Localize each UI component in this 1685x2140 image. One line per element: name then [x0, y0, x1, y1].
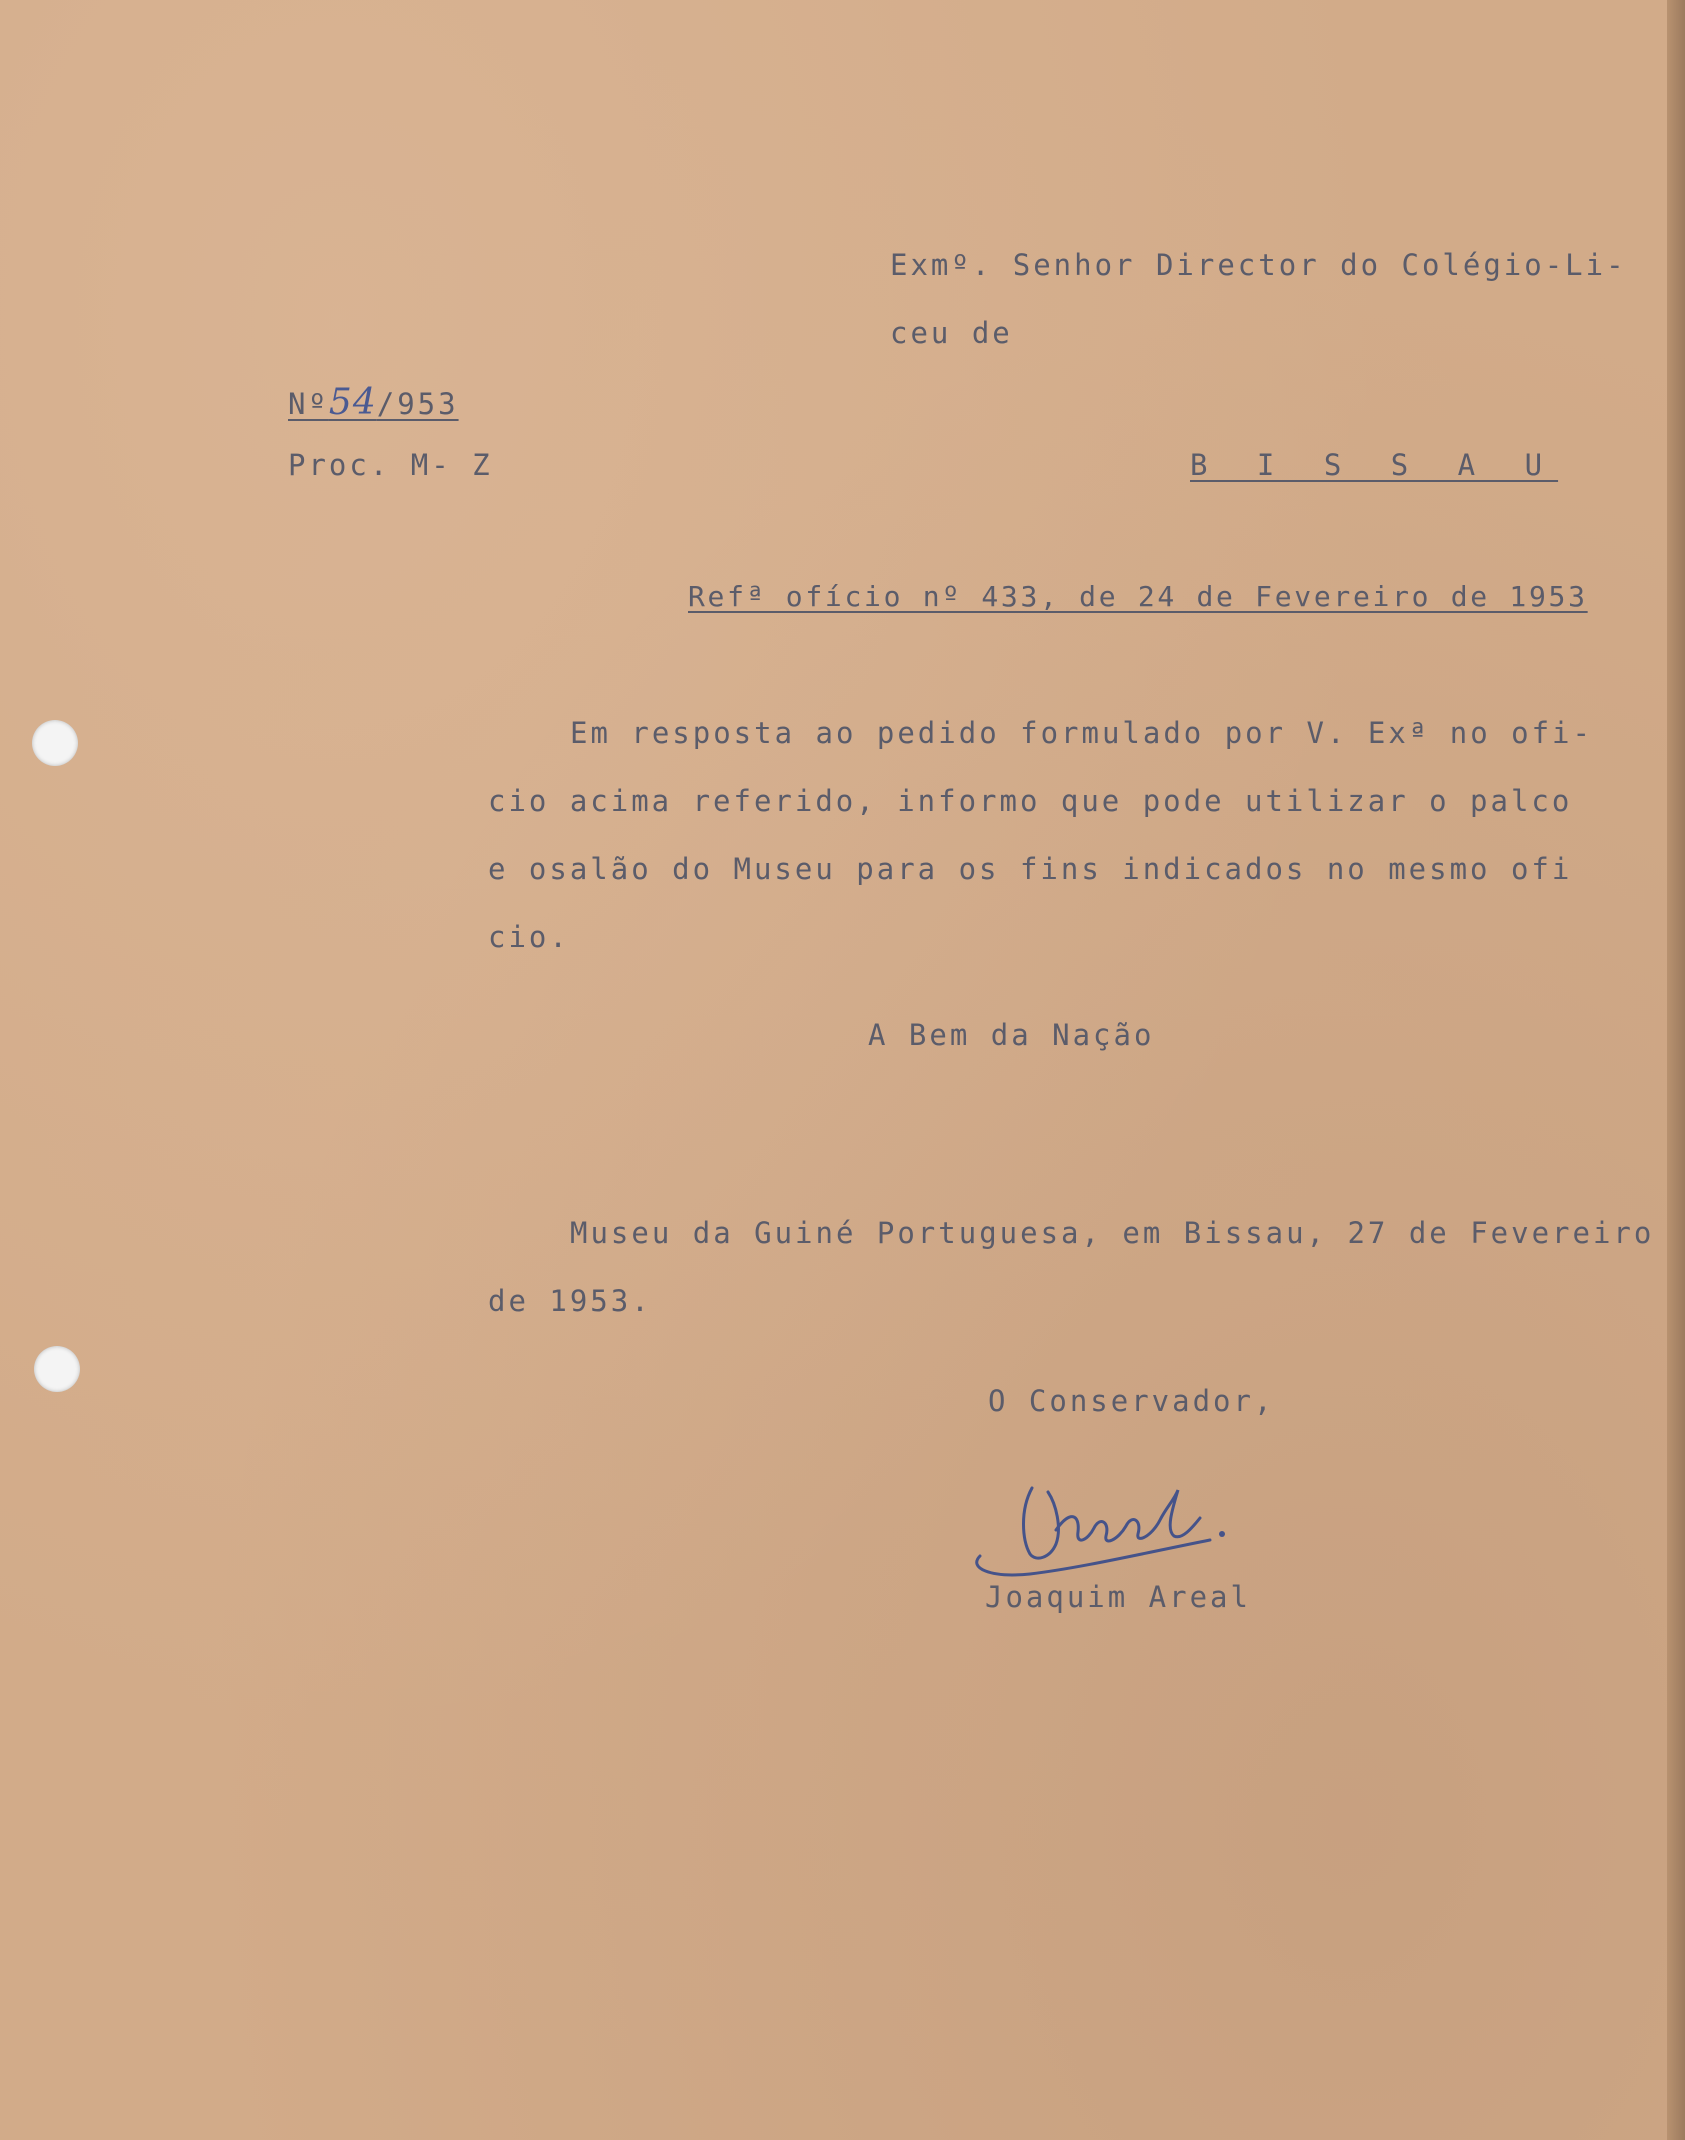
handwritten-signature — [960, 1470, 1280, 1580]
punch-hole-top — [32, 720, 78, 766]
body-line-2: cio acima referido, informo que pode utilizar o palco — [488, 784, 1573, 818]
reference-number — [288, 382, 459, 423]
punch-hole-bottom — [34, 1346, 80, 1392]
body-line-4: cio. — [488, 920, 570, 954]
letter-reference-line: Refª ofício nº 433, de 24 de Fevereiro de 1953 — [688, 580, 1588, 613]
recipient-line-1: Exmº. Senhor Director do Colégio-Li- — [890, 248, 1627, 282]
process-reference: Proc. M- Z — [288, 448, 493, 482]
recipient-city: B I S S A U — [1190, 448, 1559, 482]
place-date-line-1: Museu da Guiné Portuguesa, em Bissau, 27 de Fevereiro — [570, 1216, 1655, 1250]
page-edge — [1667, 0, 1685, 2140]
signature-drawing — [960, 1470, 1280, 1580]
place-date-line-2: de 1953. — [488, 1284, 652, 1318]
closing-salutation: A Bem da Nação — [868, 1018, 1155, 1052]
ref-number-prefix: Nº — [288, 387, 329, 421]
signatory-title: O Conservador, — [988, 1384, 1275, 1418]
body-line-3: e osalão do Museu para os fins indicados no mesmo ofi — [488, 852, 1573, 886]
body-line-1: Em resposta ao pedido formulado por V. Exª no ofi- — [570, 716, 1593, 750]
signatory-name: Joaquim Areal — [985, 1580, 1251, 1614]
ref-number-suffix: /953 — [376, 387, 459, 421]
recipient-line-2: ceu de — [890, 316, 1013, 350]
ref-number-handwritten: 54 — [328, 382, 377, 423]
